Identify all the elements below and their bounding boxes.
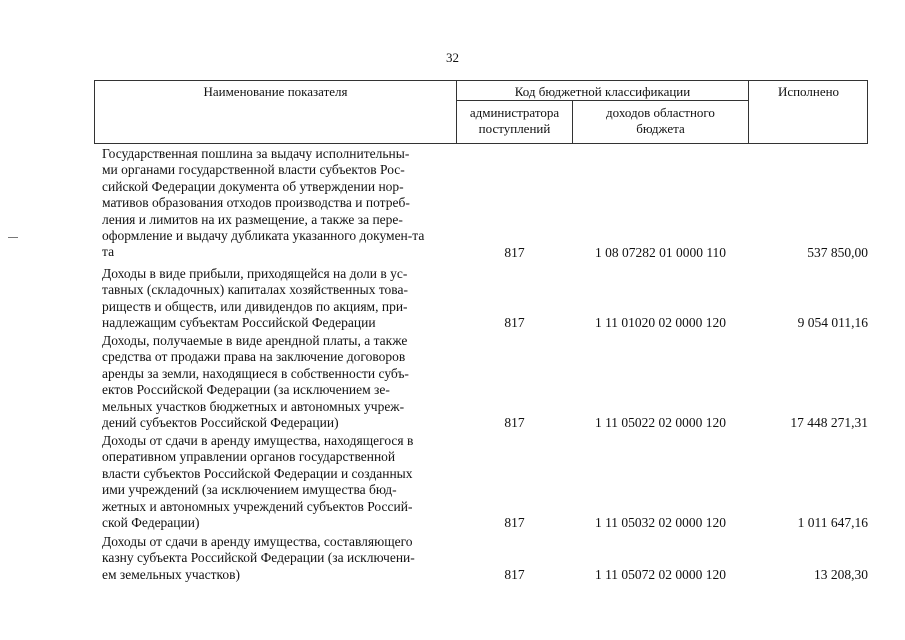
row-name-line: мельных участков бюджетных и автономных учреж- bbox=[102, 398, 405, 414]
header-code-group: Код бюджетной классификации bbox=[514, 84, 691, 99]
row-name-line: ми органами государственной власти субъектов Рос- bbox=[102, 162, 405, 178]
row-amount: 13 208,30 bbox=[814, 567, 868, 582]
row-name bbox=[102, 333, 453, 431]
row-name-line: ими учреждений (за исключением имущества бюд- bbox=[102, 482, 397, 498]
header-revenue bbox=[573, 105, 748, 137]
edge-mark bbox=[8, 237, 18, 238]
row-name bbox=[102, 146, 453, 261]
row-name-line: жетных и автономных учреждений субъектов Россий- bbox=[102, 498, 413, 514]
row-admin: 817 bbox=[504, 415, 525, 430]
row-name-line: ления и лимитов на их размещение, а также за пере- bbox=[102, 211, 403, 227]
row-name-line: мативов образования отходов производства и потреб- bbox=[102, 195, 410, 211]
header-name: Наименование показателя bbox=[203, 84, 348, 99]
row-name-line: Государственная пошлина за выдачу исполнительны- bbox=[102, 146, 410, 161]
row-admin: 817 bbox=[504, 245, 525, 260]
row-name-line: надлежащим субъектам Российской Федерации bbox=[102, 315, 376, 331]
row-name-line: та bbox=[102, 244, 115, 260]
row-name bbox=[102, 433, 453, 531]
row-name-line: аренды за земли, находящиеся в собственности субъ- bbox=[102, 365, 409, 381]
row-name-line: Доходы в виде прибыли, приходящейся на доли в ус- bbox=[102, 266, 408, 281]
row-code: 1 11 05072 02 0000 120 bbox=[594, 567, 727, 582]
row-name-line: оформление и выдачу дубликата указанного докумен-та bbox=[102, 228, 425, 244]
row-name-line: ской Федерации) bbox=[102, 515, 200, 531]
row-name-line: Доходы от сдачи в аренду имущества, находящегося в bbox=[102, 433, 414, 448]
row-name-line: Доходы от сдачи в аренду имущества, составляющего bbox=[102, 534, 413, 549]
header-revenue-line: доходов областного bbox=[606, 105, 715, 120]
row-name-line: Доходы, получаемые в виде арендной платы, а также bbox=[102, 333, 408, 348]
row-amount: 1 011 647,16 bbox=[797, 515, 868, 530]
header-revenue-line: бюджета bbox=[636, 121, 685, 136]
header-admin-line: поступлений bbox=[478, 121, 551, 136]
row-code: 1 11 05032 02 0000 120 bbox=[594, 515, 727, 530]
row-name bbox=[102, 534, 453, 583]
header-executed: Исполнено bbox=[777, 84, 840, 99]
row-name-line: сийской Федерации документа об утверждении нор- bbox=[102, 178, 404, 194]
row-name-line: средства от продажи права на заключение договоров bbox=[102, 349, 406, 365]
row-name-line: тавных (складочных) капиталах хозяйственных това- bbox=[102, 282, 408, 298]
row-admin: 817 bbox=[504, 515, 525, 530]
row-name-line: ем земельных участков) bbox=[102, 566, 240, 582]
row-name bbox=[102, 266, 453, 332]
row-admin: 817 bbox=[504, 315, 525, 330]
row-name-line: ектов Российской Федерации (за исключением зе- bbox=[102, 382, 390, 398]
row-name-line: дений субъектов Российской Федерации) bbox=[102, 415, 339, 431]
row-admin: 817 bbox=[504, 567, 525, 582]
row-amount: 17 448 271,31 bbox=[790, 415, 868, 430]
page-number: 32 bbox=[446, 50, 459, 65]
row-code: 1 08 07282 01 0000 110 bbox=[594, 245, 727, 260]
header-admin-line: администратора bbox=[469, 105, 560, 120]
row-code: 1 11 01020 02 0000 120 bbox=[594, 315, 727, 330]
row-name-line: оперативном управлении органов государственной bbox=[102, 449, 396, 465]
header-subdivider bbox=[456, 100, 748, 101]
row-amount: 537 850,00 bbox=[807, 245, 868, 260]
row-amount: 9 054 011,16 bbox=[797, 315, 868, 330]
row-name-line: риществ и обществ, или дивидендов по акциям, при- bbox=[102, 298, 408, 314]
row-name-line: власти субъектов Российской Федерации и созданных bbox=[102, 465, 413, 481]
header-admin bbox=[457, 105, 572, 137]
row-code: 1 11 05022 02 0000 120 bbox=[594, 415, 727, 430]
row-name-line: казну субъекта Российской Федерации (за исключени- bbox=[102, 550, 415, 566]
